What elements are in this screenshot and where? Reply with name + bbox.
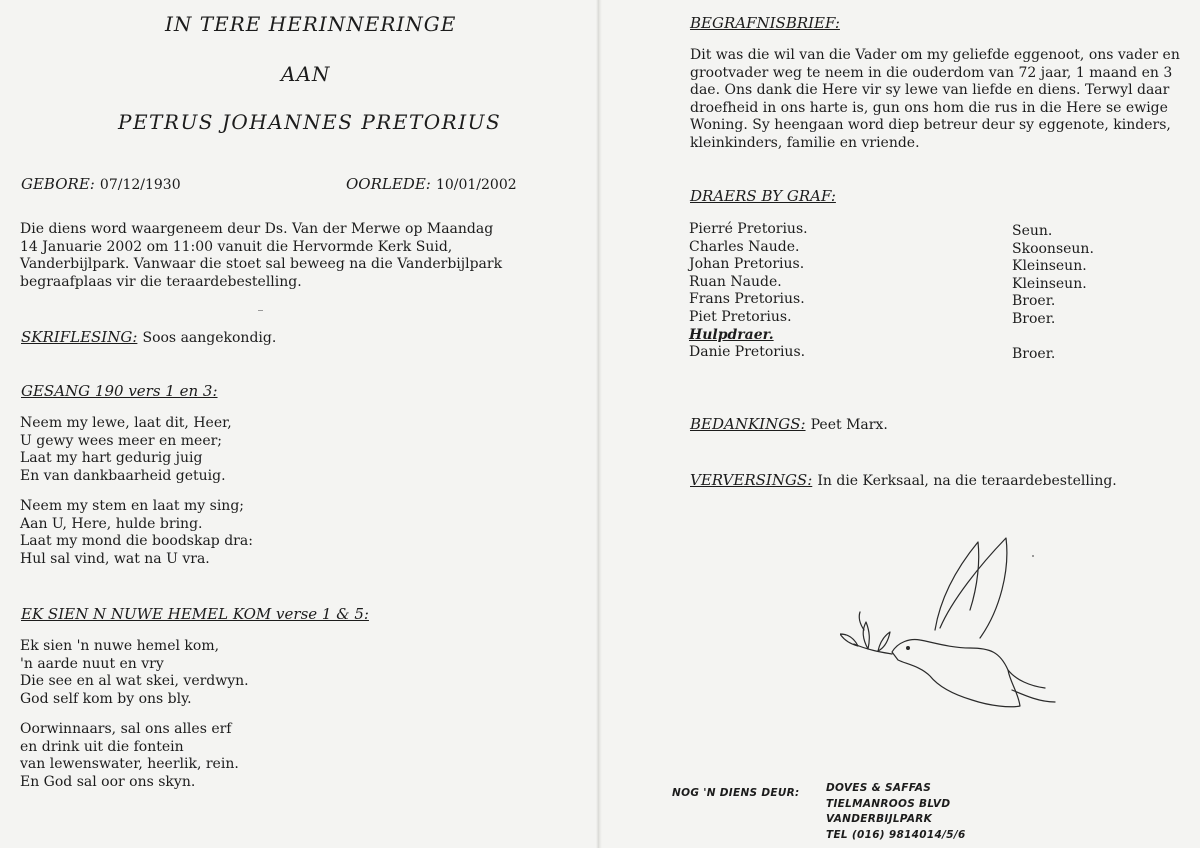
pallbearer-relations bbox=[1012, 223, 1094, 364]
service-line: Vanderbijlpark. Vanwaar die stoet sal beweeg na die Vanderbijlpark bbox=[20, 256, 503, 273]
scan-speck bbox=[258, 310, 263, 311]
pallbearer-relation: Broer. bbox=[1012, 346, 1056, 363]
hymn1-stanza1 bbox=[20, 415, 232, 485]
relation-spacer bbox=[1012, 329, 1094, 347]
verse-line: En God sal oor ons skyn. bbox=[20, 773, 196, 790]
service-line: 14 Januarie 2002 om 11:00 vanuit die Hervormde Kerk Suid, bbox=[20, 238, 453, 255]
verse-line: God self kom by ons bly. bbox=[20, 690, 192, 707]
verse-line: van lewenswater, heerlik, rein. bbox=[20, 756, 239, 773]
provider-label: NOG 'N DIENS DEUR: bbox=[672, 787, 800, 799]
verse-line: Neem my stem en laat my sing; bbox=[20, 498, 244, 514]
pallbearer-relation: Kleinseun. bbox=[1012, 275, 1087, 292]
refreshments-label: VERVERSINGS: bbox=[690, 471, 813, 489]
thanks-value: Peet Marx. bbox=[810, 417, 888, 433]
service-paragraph bbox=[20, 221, 502, 291]
pallbearer-name: Ruan Naude. bbox=[689, 273, 782, 290]
right-page bbox=[600, 0, 1200, 848]
thanks-row bbox=[690, 414, 888, 435]
verse-line: Ek sien 'n nuwe hemel kom, bbox=[20, 638, 220, 654]
verse-line: Laat my hart gedurig juig bbox=[20, 450, 203, 467]
verse-line: 'n aarde nuut en vry bbox=[20, 655, 164, 672]
burial-letter-heading: BEGRAFNISBRIEF: bbox=[690, 14, 840, 32]
letter-line: kleinkinders, familie en vriende. bbox=[690, 134, 920, 151]
letter-line: dae. Ons dank die Here vir sy lewe van liefde en diens. Terwyl daar bbox=[690, 82, 1170, 99]
funeral-provider bbox=[672, 781, 800, 800]
provider-line: TEL (016) 9814014/5/6 bbox=[826, 828, 966, 841]
pallbearer-name: Frans Pretorius. bbox=[689, 291, 805, 308]
verse-line: U gewy wees meer en meer; bbox=[20, 432, 223, 449]
hymn1-stanza2 bbox=[20, 498, 253, 568]
born-value: 07/12/1930 bbox=[99, 177, 181, 193]
burial-letter-paragraph bbox=[690, 47, 1180, 153]
hymn2-stanza1 bbox=[20, 638, 249, 708]
pallbearer-name: Charles Naude. bbox=[689, 238, 800, 255]
died-label: OORLEDE: bbox=[346, 175, 431, 193]
provider-line: VANDERBIJLPARK bbox=[826, 813, 933, 825]
hymn2-stanza2 bbox=[20, 721, 239, 791]
scan-speck bbox=[1032, 555, 1034, 557]
pallbearer-name: Piet Pretorius. bbox=[689, 308, 792, 325]
hymn2-heading: EK SIEN N NUWE HEMEL KOM verse 1 & 5: bbox=[21, 605, 369, 623]
letter-line: droefheid in ons harte is, gun ons hom die rus in die Here se ewige bbox=[690, 99, 1168, 116]
letter-line: Woning. Sy heengaan word diep betreur deur sy eggenote, kinders, bbox=[690, 117, 1171, 134]
pallbearer-relation: Broer. bbox=[1012, 293, 1056, 310]
letter-line: Dit was die wil van die Vader om my geliefde eggenoot, ons vader en bbox=[690, 47, 1180, 63]
verse-line: en drink uit die fontein bbox=[20, 738, 184, 755]
pallbearer-relation: Kleinseun. bbox=[1012, 258, 1087, 275]
died-row bbox=[346, 174, 517, 195]
pallbearer-name: Danie Pretorius. bbox=[689, 344, 806, 361]
verse-line: Laat my mond die boodskap dra: bbox=[20, 533, 253, 550]
born-label: GEBORE: bbox=[21, 175, 95, 193]
memorial-title: IN TERE HERINNERINGE bbox=[165, 12, 457, 36]
verse-line: En van dankbaarheid getuig. bbox=[20, 467, 226, 484]
refreshments-value: In die Kerksaal, na die teraardebestelling. bbox=[817, 473, 1117, 489]
pallbearer-name: Johan Pretorius. bbox=[689, 256, 805, 273]
provider-details bbox=[826, 781, 966, 843]
thanks-label: BEDANKINGS: bbox=[690, 415, 806, 433]
reading-value: Soos aangekondig. bbox=[142, 330, 277, 346]
letter-line: grootvader weg te neem in die ouderdom van 72 jaar, 1 maand en 3 bbox=[690, 64, 1173, 81]
memorial-subtitle: AAN bbox=[281, 62, 331, 86]
verse-line: Hul sal vind, wat na U vra. bbox=[20, 550, 210, 567]
service-line: begraafplaas vir die teraardebestelling. bbox=[20, 273, 302, 290]
hymn1-heading: GESANG 190 vers 1 en 3: bbox=[21, 382, 218, 400]
pallbearer-name: Pierré Pretorius. bbox=[689, 221, 808, 237]
deceased-name: PETRUS JOHANNES PRETORIUS bbox=[118, 110, 502, 134]
verse-line: Aan U, Here, hulde bring. bbox=[20, 515, 203, 532]
service-line: Die diens word waargeneem deur Ds. Van der Merwe op Maandag bbox=[20, 221, 494, 237]
helper-label: Hulpdraer. bbox=[689, 326, 774, 343]
pallbearer-relation: Skoonseun. bbox=[1012, 240, 1094, 257]
left-page bbox=[0, 0, 598, 848]
refreshments-row bbox=[690, 470, 1117, 491]
verse-line: Die see en al wat skei, verdwyn. bbox=[20, 673, 249, 690]
pallbearer-relation: Seun. bbox=[1012, 223, 1053, 239]
dove-icon bbox=[840, 530, 1080, 730]
pallbearer-relation: Broer. bbox=[1012, 310, 1056, 327]
reading-row bbox=[21, 327, 276, 348]
pallbearers-heading: DRAERS BY GRAF: bbox=[690, 187, 836, 205]
provider-line: DOVES & SAFFAS bbox=[826, 782, 932, 794]
provider-line: TIELMANROOS BLVD bbox=[826, 797, 951, 810]
died-value: 10/01/2002 bbox=[435, 177, 517, 193]
verse-line: Neem my lewe, laat dit, Heer, bbox=[20, 415, 232, 431]
pallbearer-names bbox=[689, 221, 808, 362]
verse-line: Oorwinnaars, sal ons alles erf bbox=[20, 721, 232, 737]
reading-label: SKRIFLESING: bbox=[21, 328, 138, 346]
born-row bbox=[21, 174, 181, 195]
